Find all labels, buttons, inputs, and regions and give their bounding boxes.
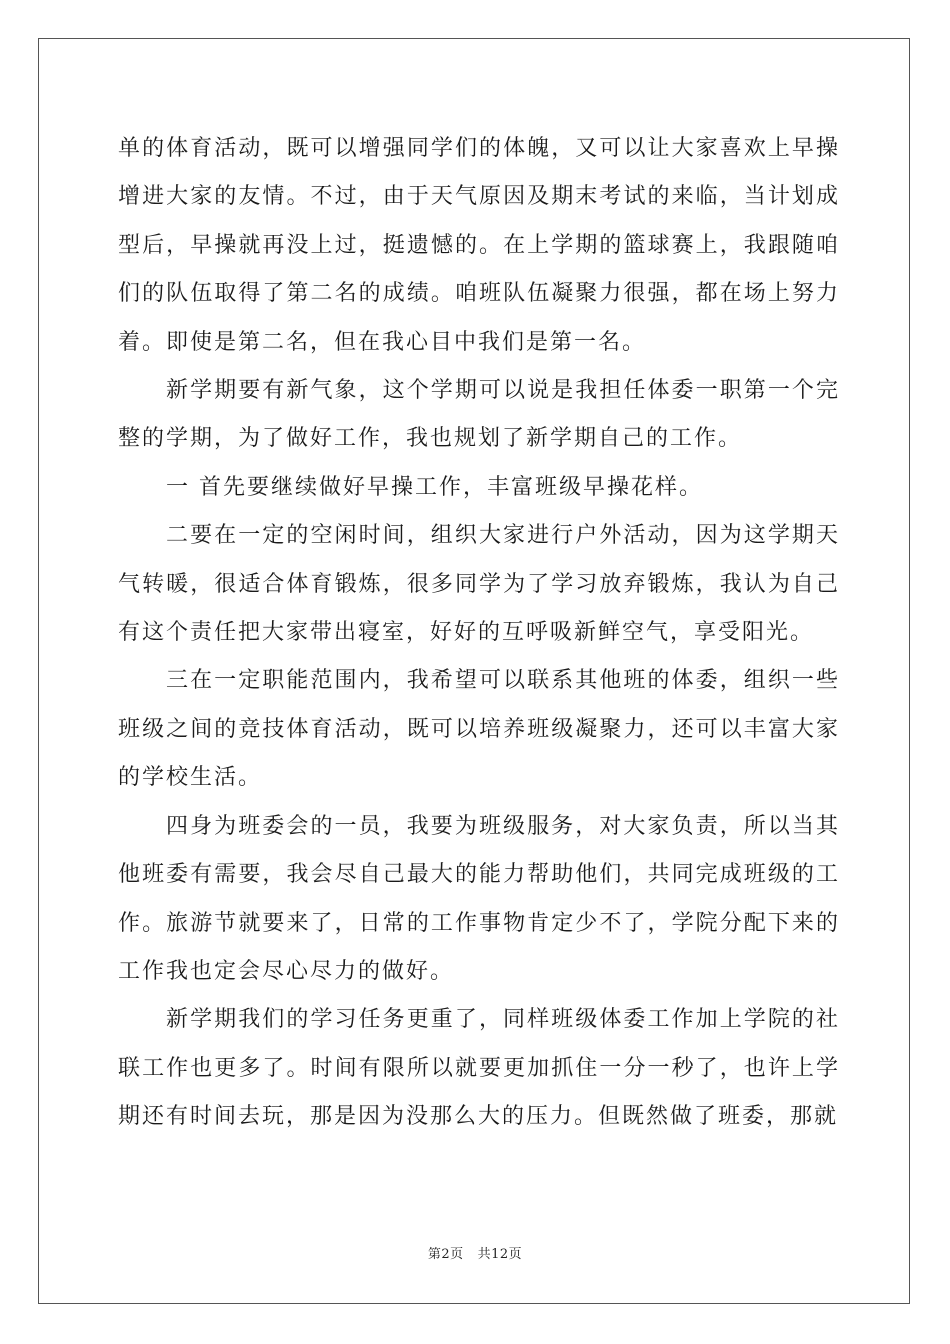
page-footer [0, 1243, 950, 1262]
page-number: 第2页 [427, 1247, 464, 1262]
paragraph-2: 新学期要有新气象，这个学期可以说是我担任体委一职第一个完整的学期，为了做好工作，我也规划了新学期自己的工作。 [118, 378, 840, 452]
paragraph-1: 单的体育活动，既可以增强同学们的体魄，又可以让大家喜欢上早操增进大家的友情。不过，由于天气原因及期末考试的来临，当计划成型后，早操就再没上过，挺遗憾的。在上学期的篮球赛上，我跟随咱们的队伍取得了第二名的成绩。咱班队伍凝聚力很强，都在场上努力着。即使是第二名，但在我心目中我们是第一名。 [118, 136, 840, 355]
page-total: 共12页 [477, 1247, 523, 1262]
paragraph-7: 新学期我们的学习任务更重了，同样班级体委工作加上学院的社联工作也更多了。时间有限所以就要更加抓住一分一秒了，也许上学期还有时间去玩，那是因为没那么大的压力。但既然做了班委，那就 [118, 1007, 840, 1130]
paragraph-3: 一 首先要继续做好早操工作，丰富班级早操花样。 [166, 474, 703, 500]
paragraph-6: 四身为班委会的一员，我要为班级服务，对大家负责，所以当其他班委有需要，我会尽自己最大的能力帮助他们，共同完成班级的工作。旅游节就要来了，日常的工作事物肯定少不了，学院分配下来的工作我也定会尽心尽力的做好。 [118, 813, 840, 984]
paragraph-4: 二要在一定的空闲时间，组织大家进行户外活动，因为这学期天气转暖，很适合体育锻炼，很多同学为了学习放弃锻炼，我认为自己有这个责任把大家带出寝室，好好的互呼吸新鲜空气，享受阳光。 [118, 523, 840, 646]
paragraph-5: 三在一定职能范围内，我希望可以联系其他班的体委，组织一些班级之间的竞技体育活动，既可以培养班级凝聚力，还可以丰富大家的学校生活。 [118, 668, 840, 791]
document-body [118, 125, 840, 1142]
